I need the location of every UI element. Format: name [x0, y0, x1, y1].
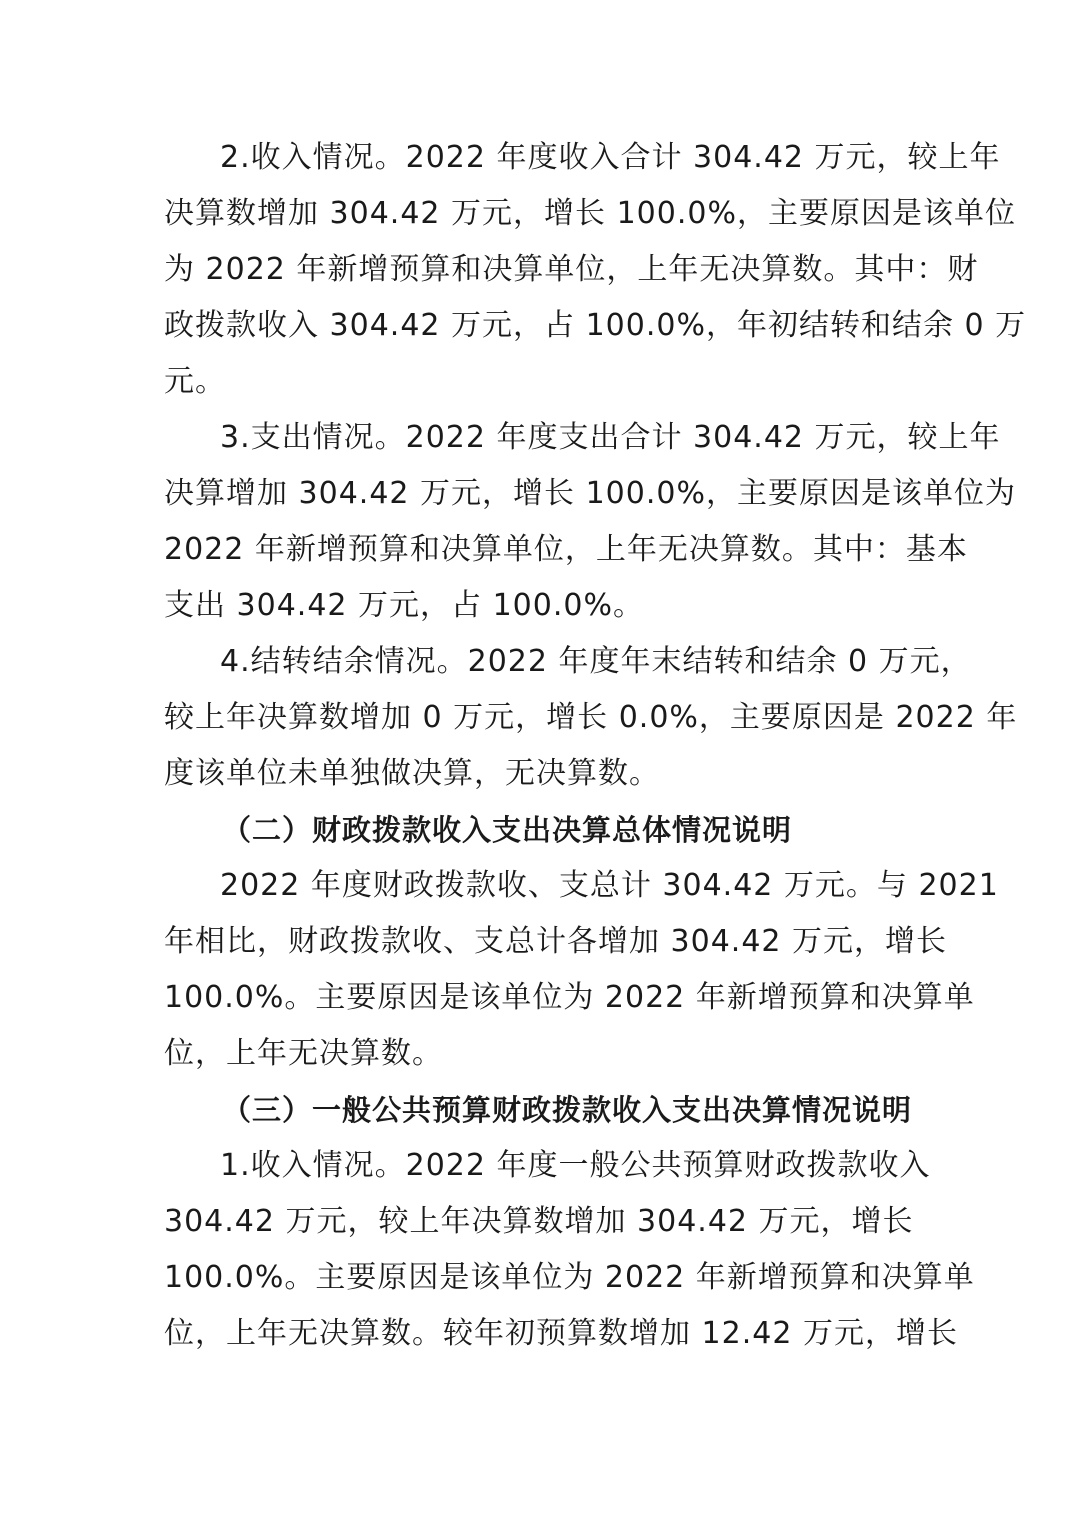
- text-line: 支出 304.42 万元，占 100.0%。: [164, 588, 644, 623]
- text-line: 3.支出情况。2022 年度支出合计 304.42 万元，较上年: [220, 420, 1001, 455]
- section-heading: （二）财政拨款收入支出决算总体情况说明: [222, 813, 793, 847]
- text-line: 政拨款收入 304.42 万元，占 100.0%，年初结转和结余 0 万: [164, 308, 1027, 343]
- text-line: 2022 年度财政拨款收、支总计 304.42 万元。与 2021: [220, 868, 999, 903]
- text-line: 100.0%。主要原因是该单位为 2022 年新增预算和决算单: [164, 1260, 975, 1295]
- text-line: 元。: [164, 364, 226, 399]
- text-line: 决算数增加 304.42 万元，增长 100.0%，主要原因是该单位: [164, 196, 1016, 231]
- text-line: 年相比，财政拨款收、支总计各增加 304.42 万元，增长: [164, 924, 948, 959]
- text-line: 为 2022 年新增预算和决算单位，上年无决算数。其中：财: [164, 252, 979, 287]
- text-line: 100.0%。主要原因是该单位为 2022 年新增预算和决算单: [164, 980, 975, 1015]
- text-line: 决算增加 304.42 万元，增长 100.0%，主要原因是该单位为: [164, 476, 1016, 511]
- text-line: 度该单位未单独做决算，无决算数。: [164, 756, 660, 791]
- text-line: 4.结转结余情况。2022 年度年末结转和结余 0 万元，: [220, 644, 972, 679]
- text-line: 2022 年新增预算和决算单位，上年无决算数。其中：基本: [164, 532, 968, 567]
- text-line: 较上年决算数增加 0 万元，增长 0.0%，主要原因是 2022 年: [164, 700, 1018, 735]
- text-line: 位，上年无决算数。较年初预算数增加 12.42 万元，增长: [164, 1316, 958, 1351]
- section-heading: （三）一般公共预算财政拨款收入支出决算情况说明: [222, 1093, 913, 1127]
- text-line: 304.42 万元，较上年决算数增加 304.42 万元，增长: [164, 1204, 914, 1239]
- text-line: 2.收入情况。2022 年度收入合计 304.42 万元，较上年: [220, 140, 1001, 175]
- text-line: 1.收入情况。2022 年度一般公共预算财政拨款收入: [220, 1148, 931, 1183]
- text-line: 位，上年无决算数。: [164, 1036, 443, 1071]
